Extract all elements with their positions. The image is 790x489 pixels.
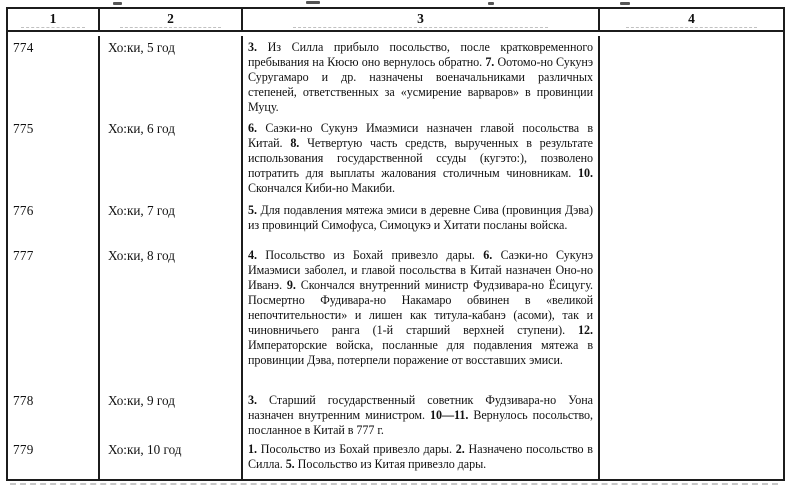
- era-cell: Хо:ки, 7 год: [100, 199, 243, 244]
- event-text: Из Силла прибыло посольство, после кратковременного пребывания на Кюсю оно вернулось обратно.: [248, 40, 593, 69]
- event-text: Посольство из Бохай привезло дары.: [265, 248, 475, 262]
- event-text: Императорские войска, посланные для подавления мятежа в провинции Дэва, потерпели поражение от восставших эмиси.: [248, 338, 593, 367]
- year-cell: 778: [8, 389, 100, 438]
- year-cell: 779: [8, 438, 100, 479]
- event-number: 3.: [248, 40, 257, 54]
- events-cell: [243, 36, 600, 117]
- events-cell: [243, 199, 600, 244]
- notes-cell: [600, 244, 783, 389]
- year-cell: 777: [8, 244, 100, 389]
- column-header-1: 1: [8, 9, 100, 30]
- event-number: 12.: [578, 323, 593, 337]
- chronology-table: [6, 7, 785, 481]
- notes-cell: [600, 36, 783, 117]
- event-number: 3.: [248, 393, 257, 407]
- table-body: [8, 32, 783, 479]
- event-text: Саэки-но Сукунэ Имаэмиси заболел, и главой посольства в Китай назначен Оно-но Иванэ.: [248, 248, 593, 292]
- event-number: 8.: [290, 136, 300, 150]
- table-row: [8, 389, 783, 438]
- event-number: 9.: [286, 278, 296, 292]
- era-cell: Хо:ки, 5 год: [100, 36, 243, 117]
- era-cell: Хо:ки, 10 год: [100, 438, 243, 479]
- event-text: Скончался Киби-но Макиби.: [248, 181, 395, 195]
- event-number: 1.: [248, 442, 257, 456]
- event-number: 2.: [455, 442, 465, 456]
- notes-cell: [600, 389, 783, 438]
- table-header-row: [8, 9, 783, 32]
- year-cell: 775: [8, 117, 100, 199]
- era-cell: Хо:ки, 8 год: [100, 244, 243, 389]
- events-cell: [243, 438, 600, 479]
- scan-artifact: [113, 2, 122, 5]
- event-text: Вернулось посольство, посланное в Китай в 777 г.: [248, 408, 593, 437]
- event-text: Саэки-но Сукунэ Имаэмиси назначен главой посольства в Китай.: [248, 121, 594, 150]
- event-number: 5.: [248, 203, 257, 217]
- notes-cell: [600, 199, 783, 244]
- event-text: Оотомо-но Сукунэ Суругамаро и др. назначены военачальниками различных степеней, ответственных за «усмирение варваров» в провинции Муцу.: [248, 55, 593, 114]
- event-text: Назначено посольство в Силла.: [248, 442, 593, 471]
- scan-artifact: [488, 2, 494, 5]
- event-text: Скончался внутренний министр Фудзивара-но Ёсицугу. Посмертно Фудивара-но Накамаро обвинен в «великой непочтительности» и лишен как титула-кабанэ (асоми), так и чиновничьего ранга (1-й старший верхней ступени).: [248, 278, 593, 337]
- table-row: [8, 199, 783, 244]
- column-header-3: 3: [243, 9, 600, 30]
- era-cell: Хо:ки, 6 год: [100, 117, 243, 199]
- era-cell: Хо:ки, 9 год: [100, 389, 243, 438]
- events-cell: [243, 244, 600, 389]
- table-row: [8, 244, 783, 389]
- event-text: Посольство из Бохай привезло дары.: [260, 442, 452, 456]
- year-cell: 774: [8, 36, 100, 117]
- event-text: Для подавления мятежа эмиси в деревне Сива (провинция Дэва) из провинций Симофуса, Симоцукэ и Хитати посланы войска.: [248, 203, 593, 232]
- event-text: Старший государственный советник Фудзивара-но Уона назначен внутренним министром.: [248, 393, 593, 422]
- events-cell: [243, 117, 600, 199]
- scan-artifact: [306, 1, 320, 4]
- column-header-2: 2: [100, 9, 243, 30]
- event-number: 4.: [248, 248, 257, 262]
- scan-artifact: [620, 2, 630, 5]
- event-number: 6.: [483, 248, 493, 262]
- year-cell: 776: [8, 199, 100, 244]
- table-row: [8, 117, 783, 199]
- event-number: 10.: [578, 166, 593, 180]
- table-row: [8, 438, 783, 479]
- table-row: [8, 36, 783, 117]
- events-cell: [243, 389, 600, 438]
- event-text: Посольство из Китая привезло дары.: [297, 457, 487, 471]
- event-text: Четвертую часть средств, вырученных в результате использования государственной ссуды (кугэто:), позволено потратить для выплаты жалования столичным чиновникам.: [248, 136, 593, 180]
- event-number: 7.: [485, 55, 495, 69]
- scan-artifact: [10, 483, 778, 485]
- notes-cell: [600, 117, 783, 199]
- notes-cell: [600, 438, 783, 479]
- event-number: 10—11.: [429, 408, 469, 422]
- event-number: 6.: [248, 121, 257, 135]
- column-header-4: 4: [600, 9, 783, 30]
- event-number: 5.: [285, 457, 295, 471]
